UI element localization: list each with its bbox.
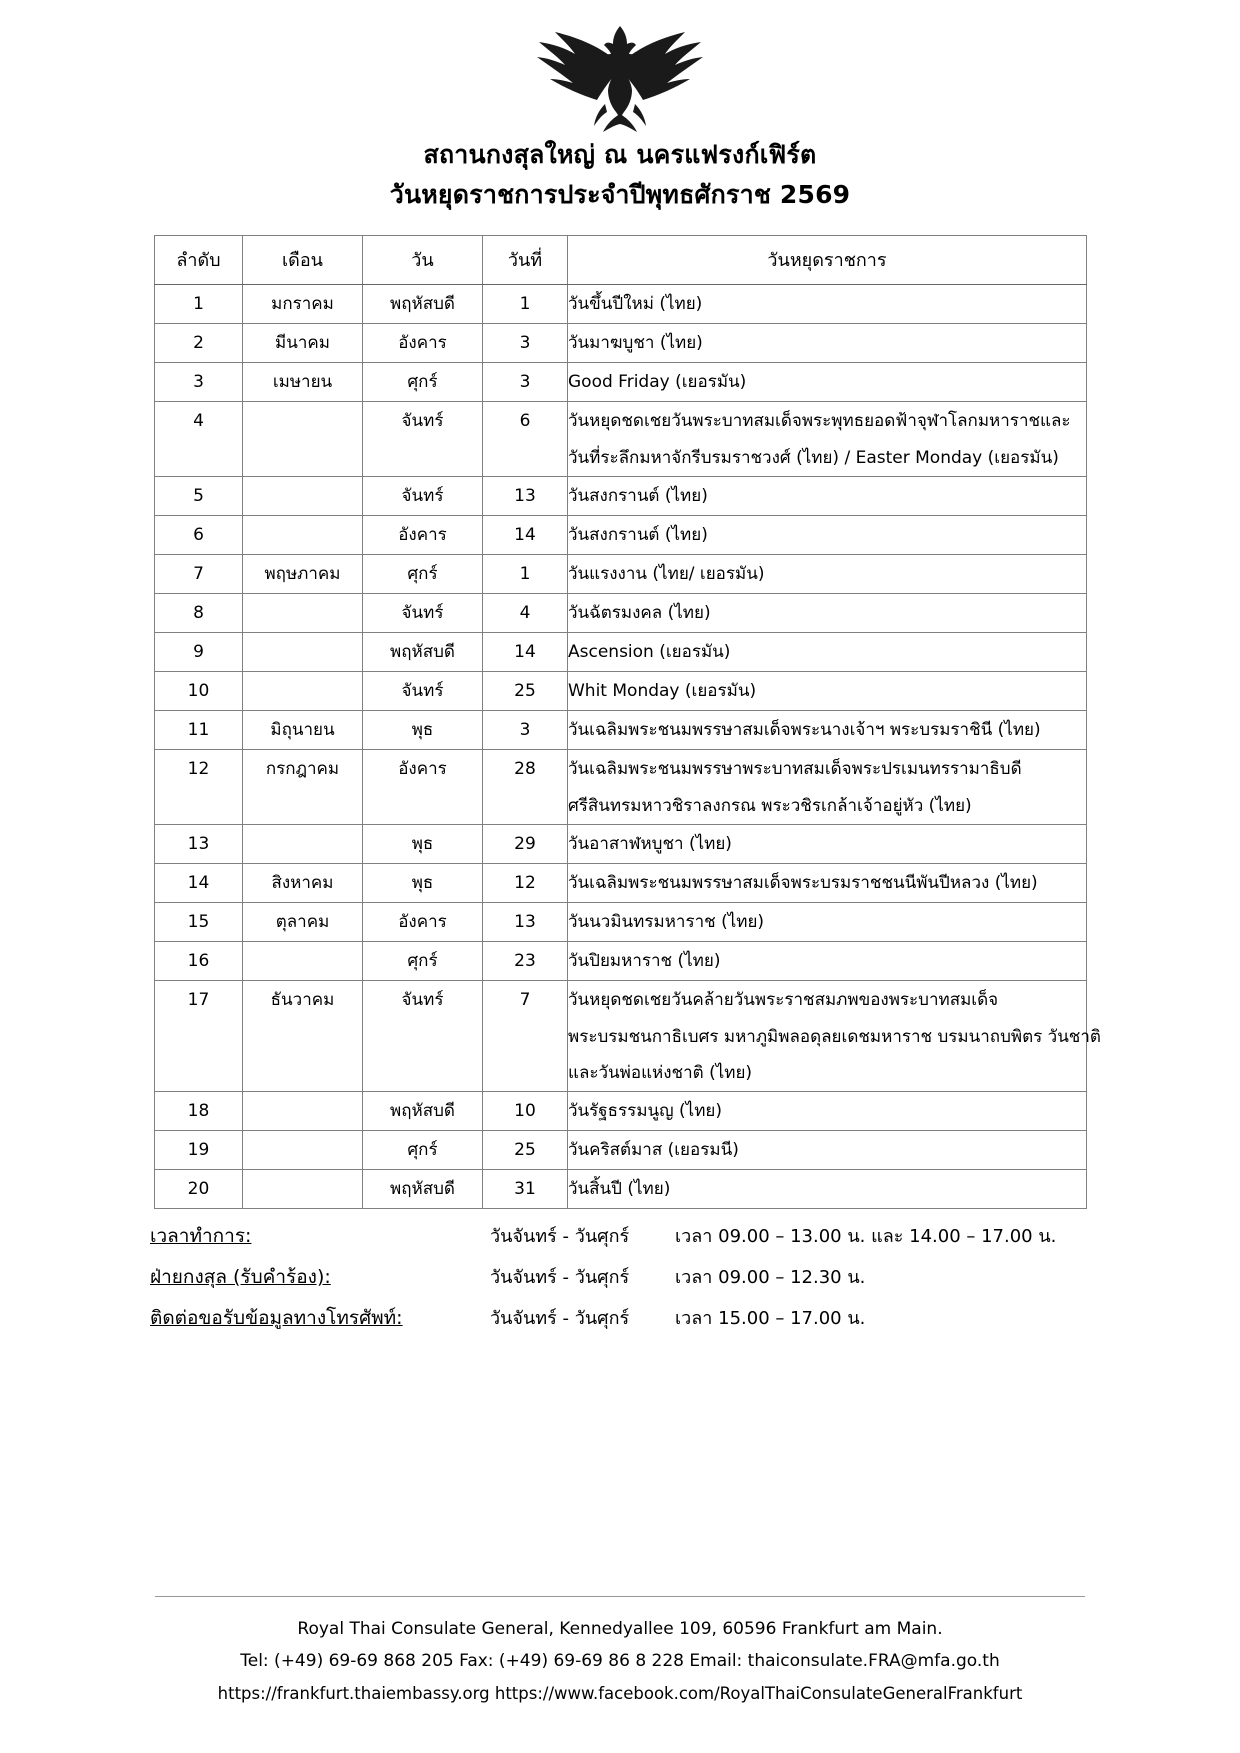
row-month-cell-line: มิถุนายน [270,720,335,740]
row-month-cell-line [243,672,362,710]
row-day-cell [363,402,483,477]
row-day-cell-line: พุธ [411,873,434,893]
row-number-cell [155,633,243,672]
table-body [155,285,1101,1209]
table-row [155,1131,1087,1170]
row-day-cell [363,1170,483,1209]
row-description-line: วันหยุดชดเชยวันพระบาทสมเด็จพระพุทธยอดฟ้าจุฬาโลกมหาราชและ [568,411,1071,431]
row-number-cell [155,1131,243,1170]
row-day-cell-line: อังคาร [398,759,447,779]
row-month-cell-line [243,516,362,554]
row-day-cell [363,555,483,594]
row-date-cell-line: 1 [519,294,531,314]
row-description-cell [568,285,1087,324]
row-number-cell [155,363,243,402]
row-description-cell [568,750,1087,825]
row-date-cell-line: 13 [514,486,536,506]
row-month-cell [243,594,363,633]
row-number-cell-line [155,788,242,824]
row-number-cell [155,1170,243,1209]
row-day-cell-line: อังคาร [398,333,447,353]
table-row [155,1170,1087,1209]
row-day-cell-line: อังคาร [398,912,447,932]
row-description-cell [568,363,1087,402]
row-date-cell [483,633,568,672]
row-day-cell [363,1131,483,1170]
row-day-cell [363,1092,483,1131]
row-month-cell [243,363,363,402]
row-description-line: Whit Monday (เยอรมัน) [568,681,757,701]
row-date-cell-line: 25 [514,1140,536,1160]
row-month-cell [243,402,363,477]
row-day-cell [363,711,483,750]
table-row [155,672,1087,711]
row-number-cell-line: 5 [193,486,204,506]
row-month-cell-line [243,1055,362,1091]
footer-address: Royal Thai Consulate General, Kennedyallee 109, 60596 Frankfurt am Main. [297,1619,943,1640]
row-date-cell-line [483,440,567,476]
row-number-cell [155,555,243,594]
row-date-cell-line [483,788,567,824]
row-number-cell-line: 15 [187,912,210,932]
row-day-cell-line [363,788,482,824]
row-month-cell-line: พฤษภาคม [264,564,341,584]
row-date-cell [483,477,568,516]
footer-divider [155,1596,1085,1597]
row-description-cell [568,402,1087,477]
office-hours-row [150,1262,1090,1303]
row-date-cell-line: 13 [514,912,536,932]
table-header-row [155,236,1087,285]
row-month-cell [243,555,363,594]
garuda-emblem-icon [525,18,715,136]
row-description-cell [568,864,1087,903]
row-day-cell-line: จันทร์ [401,411,444,431]
column-header-description: วันหยุดราชการ [568,236,1087,285]
row-day-cell [363,942,483,981]
table-row [155,477,1087,516]
office-hours-days: วันจันทร์ - วันศุกร์ [490,1267,630,1288]
row-description-line: วันนวมินทรมหาราช (ไทย) [568,912,765,932]
row-day-cell-line [363,1055,482,1091]
row-description-line: และวันพ่อแห่งชาติ (ไทย) [568,1063,753,1083]
row-day-cell-line: อังคาร [398,525,447,545]
row-description-cell [568,672,1087,711]
footer-contact: Tel: (+49) 69-69 868 205 Fax: (+49) 69-69 86 8 228 Email: thaiconsulate.FRA@mfa.go.th [240,1651,1000,1672]
row-date-cell [483,1131,568,1170]
row-month-cell-line: มกราคม [271,294,334,314]
table-row [155,516,1087,555]
row-description-cell [568,477,1087,516]
row-description-cell [568,1131,1087,1170]
row-day-cell-line: พฤหัสบดี [390,1179,455,1199]
row-date-cell-line: 12 [514,873,536,893]
row-day-cell [363,864,483,903]
table-row [155,1092,1087,1131]
row-description-line: วันเฉลิมพระชนมพรรษาพระบาทสมเด็จพระปรเมนทรรามาธิบดี [568,759,1022,779]
row-date-cell [483,711,568,750]
row-number-cell-line: 12 [187,759,210,779]
row-day-cell-line: จันทร์ [401,603,444,623]
row-number-cell [155,942,243,981]
organisation-title: สถานกงสุลใหญ่ ณ นครแฟรงก์เฟิร์ต [423,140,817,169]
column-header-no: ลำดับ [155,236,243,285]
column-header-date: วันที่ [483,236,568,285]
row-day-cell-line: ศุกร์ [407,372,438,392]
row-day-cell [363,672,483,711]
row-number-cell-line: 6 [193,525,204,545]
row-day-cell [363,477,483,516]
row-number-cell-line: 13 [187,834,210,854]
row-date-cell [483,594,568,633]
row-number-cell-line [155,1019,242,1055]
row-description-cell [568,711,1087,750]
row-month-cell [243,1131,363,1170]
row-month-cell [243,750,363,825]
row-date-cell-line: 4 [519,603,531,623]
row-month-cell [243,1092,363,1131]
row-number-cell-line: 9 [193,642,204,662]
row-date-cell-line: 7 [519,990,531,1010]
row-number-cell-line: 1 [193,294,204,314]
row-date-cell-line: 28 [514,759,536,779]
row-month-cell-line [243,594,362,632]
row-description-line: วันสิ้นปี (ไทย) [568,1179,671,1199]
row-day-cell [363,516,483,555]
title-block [0,136,1240,213]
row-month-cell-line [243,440,362,476]
row-month-cell-line [243,825,362,863]
row-date-cell [483,285,568,324]
row-date-cell-line: 3 [519,333,531,353]
row-number-cell [155,477,243,516]
table-row [155,711,1087,750]
row-description-line: พระบรมชนกาธิเบศร มหาภูมิพลอดุลยเดชมหาราช บรมนาถบพิตร วันชาติ [568,1027,1101,1047]
row-description-line: วันอาสาฬหบูชา (ไทย) [568,834,732,854]
row-description-cell [568,633,1087,672]
row-date-cell [483,864,568,903]
row-date-cell-line: 14 [514,525,536,545]
row-month-cell [243,1170,363,1209]
row-month-cell [243,516,363,555]
row-number-cell [155,1092,243,1131]
table-row [155,324,1087,363]
row-description-cell [568,981,1101,1092]
row-month-cell [243,633,363,672]
row-month-cell [243,711,363,750]
row-date-cell-line: 23 [514,951,536,971]
row-number-cell-line: 2 [193,333,204,353]
row-month-cell-line [243,1019,362,1055]
row-day-cell [363,285,483,324]
table-row [155,981,1087,1092]
row-number-cell [155,516,243,555]
row-day-cell-line: พฤหัสบดี [390,642,455,662]
row-description-line: วันปิยมหาราช (ไทย) [568,951,721,971]
row-day-cell [363,363,483,402]
row-day-cell-line [363,1019,482,1055]
row-date-cell [483,324,568,363]
table-row [155,555,1087,594]
holiday-table-container [154,235,1101,1209]
row-description-line: วันคริสต์มาส (เยอรมนี) [568,1140,739,1160]
page-footer [0,1596,1240,1709]
row-number-cell-line: 7 [193,564,204,584]
row-description-cell [568,1170,1087,1209]
emblem-container [0,0,1240,130]
row-description-cell [568,825,1087,864]
office-hours-time: เวลา 09.00 – 12.30 น. [675,1267,866,1288]
row-number-cell-line: 11 [187,720,210,740]
row-month-cell [243,672,363,711]
table-row [155,750,1087,825]
row-date-cell [483,825,568,864]
row-date-cell-line: 6 [519,411,531,431]
row-number-cell-line [155,1055,242,1091]
row-month-cell [243,903,363,942]
row-month-cell [243,825,363,864]
row-number-cell [155,981,243,1092]
row-date-cell-line [483,1055,567,1091]
row-description-line: วันสงกรานต์ (ไทย) [568,525,708,545]
row-date-cell [483,750,568,825]
row-day-cell-line: พฤหัสบดี [390,1101,455,1121]
row-date-cell-line: 3 [519,720,531,740]
row-description-cell [568,594,1087,633]
row-description-line: วันขึ้นปีใหม่ (ไทย) [568,294,703,314]
row-day-cell [363,324,483,363]
office-hours-time: เวลา 15.00 – 17.00 น. [675,1308,866,1329]
row-date-cell-line: 10 [514,1101,536,1121]
row-month-cell [243,864,363,903]
row-description-cell [568,555,1087,594]
row-date-cell [483,1170,568,1209]
row-month-cell-line [243,788,362,824]
office-hours-label: ฝ่ายกงสุล (รับคำร้อง): [150,1266,331,1288]
office-hours-time: เวลา 09.00 – 13.00 น. และ 14.00 – 17.00 น. [675,1226,1057,1247]
row-description-line: วันรัฐธรรมนูญ (ไทย) [568,1101,723,1121]
row-day-cell-line: จันทร์ [401,990,444,1010]
row-day-cell [363,633,483,672]
row-number-cell [155,324,243,363]
row-date-cell [483,516,568,555]
row-number-cell-line: 19 [187,1140,210,1160]
office-hours-row [150,1303,1090,1344]
table-row [155,633,1087,672]
row-date-cell [483,981,568,1092]
row-month-cell-line [243,477,362,515]
row-date-cell-line: 3 [519,372,531,392]
office-hours-label: เวลาทำการ: [150,1225,252,1247]
row-description-line: Ascension (เยอรมัน) [568,642,731,662]
row-day-cell [363,594,483,633]
row-number-cell [155,594,243,633]
row-number-cell-line: 17 [187,990,210,1010]
row-description-line: วันฉัตรมงคล (ไทย) [568,603,711,623]
holiday-table [154,235,1101,1209]
row-description-line: Good Friday (เยอรมัน) [568,372,747,392]
office-hours-row [150,1221,1090,1262]
row-number-cell-line: 8 [193,603,204,623]
row-description-line: วันมาฆบูชา (ไทย) [568,333,703,353]
row-number-cell [155,285,243,324]
row-month-cell-line: กรกฎาคม [265,759,340,779]
row-description-line: วันที่ระลึกมหาจักรีบรมราชวงศ์ (ไทย) / Easter Monday (เยอรมัน) [568,448,1059,468]
row-day-cell [363,750,483,825]
row-day-cell-line: ศุกร์ [407,1140,438,1160]
row-number-cell-line: 4 [193,411,204,431]
row-month-cell-line: สิงหาคม [271,873,334,893]
row-day-cell-line: พุธ [411,720,434,740]
row-number-cell [155,672,243,711]
row-description-cell [568,324,1087,363]
row-date-cell-line: 1 [519,564,531,584]
row-description-line: วันเฉลิมพระชนมพรรษาสมเด็จพระบรมราชชนนีพันปีหลวง (ไทย) [568,873,1038,893]
row-number-cell [155,864,243,903]
row-date-cell-line: 29 [514,834,536,854]
row-day-cell [363,903,483,942]
row-description-line: วันสงกรานต์ (ไทย) [568,486,708,506]
row-month-cell-line: มีนาคม [275,333,330,353]
row-date-cell [483,1092,568,1131]
row-number-cell-line: 18 [187,1101,210,1121]
row-month-cell [243,324,363,363]
row-number-cell [155,402,243,477]
table-row [155,825,1087,864]
row-day-cell-line: จันทร์ [401,681,444,701]
row-month-cell-line [243,633,362,671]
table-row [155,402,1087,477]
row-month-cell [243,942,363,981]
row-month-cell-line [243,942,362,980]
row-day-cell-line: ศุกร์ [407,951,438,971]
table-row [155,864,1087,903]
row-day-cell-line [363,440,482,476]
office-hours-section [150,1221,1090,1344]
row-month-cell-line: เมษายน [272,372,333,392]
row-number-cell-line [155,440,242,476]
row-month-cell [243,981,363,1092]
row-date-cell-line: 25 [514,681,536,701]
table-row [155,594,1087,633]
row-number-cell [155,903,243,942]
row-month-cell [243,285,363,324]
row-description-line: วันหยุดชดเชยวันคล้ายวันพระราชสมภพของพระบาทสมเด็จ [568,990,999,1010]
column-header-day: วัน [363,236,483,285]
row-date-cell-line [483,1019,567,1055]
table-header [155,236,1087,285]
row-number-cell [155,825,243,864]
row-month-cell-line [243,1092,362,1130]
row-date-cell-line: 31 [514,1179,536,1199]
row-date-cell [483,672,568,711]
footer-links[interactable]: https://frankfurt.thaiembassy.org https://www.facebook.com/RoyalThaiConsulateGeneralFrankfurt [217,1683,1023,1703]
row-month-cell-line [243,402,362,440]
office-hours-label: ติดต่อขอรับข้อมูลทางโทรศัพท์: [150,1307,403,1329]
row-description-line: วันเฉลิมพระชนมพรรษาสมเด็จพระนางเจ้าฯ พระบรมราชินี (ไทย) [568,720,1041,740]
row-day-cell-line: พฤหัสบดี [390,294,455,314]
row-day-cell-line: พุธ [411,834,434,854]
row-number-cell [155,750,243,825]
row-day-cell [363,825,483,864]
table-row [155,363,1087,402]
row-description-cell [568,516,1087,555]
row-number-cell-line: 14 [187,873,210,893]
table-row [155,285,1087,324]
office-hours-days: วันจันทร์ - วันศุกร์ [490,1226,630,1247]
row-description-line: วันแรงงาน (ไทย/ เยอรมัน) [568,564,765,584]
row-date-cell-line: 14 [514,642,536,662]
row-day-cell-line: จันทร์ [401,486,444,506]
row-number-cell-line: 10 [187,681,210,701]
row-number-cell-line: 20 [187,1179,210,1199]
row-date-cell [483,555,568,594]
row-month-cell-line [243,1131,362,1169]
row-date-cell [483,903,568,942]
row-number-cell [155,711,243,750]
row-date-cell [483,402,568,477]
table-row [155,942,1087,981]
row-day-cell [363,981,483,1092]
row-month-cell-line [243,1170,362,1208]
row-description-line: ศรีสินทรมหาวชิราลงกรณ พระวชิรเกล้าเจ้าอยู่หัว (ไทย) [568,796,972,816]
row-description-cell [568,942,1087,981]
row-month-cell-line: ตุลาคม [275,912,330,932]
row-number-cell-line: 16 [187,951,210,971]
row-day-cell-line: ศุกร์ [407,564,438,584]
row-month-cell [243,477,363,516]
document-title: วันหยุดราชการประจำปีพุทธศักราช 2569 [389,179,851,209]
office-hours-days: วันจันทร์ - วันศุกร์ [490,1308,630,1329]
row-number-cell-line: 3 [193,372,204,392]
row-month-cell-line: ธันวาคม [270,990,335,1010]
row-description-cell [568,903,1087,942]
row-description-cell [568,1092,1087,1131]
column-header-month: เดือน [243,236,363,285]
row-date-cell [483,363,568,402]
table-row [155,903,1087,942]
row-date-cell [483,942,568,981]
